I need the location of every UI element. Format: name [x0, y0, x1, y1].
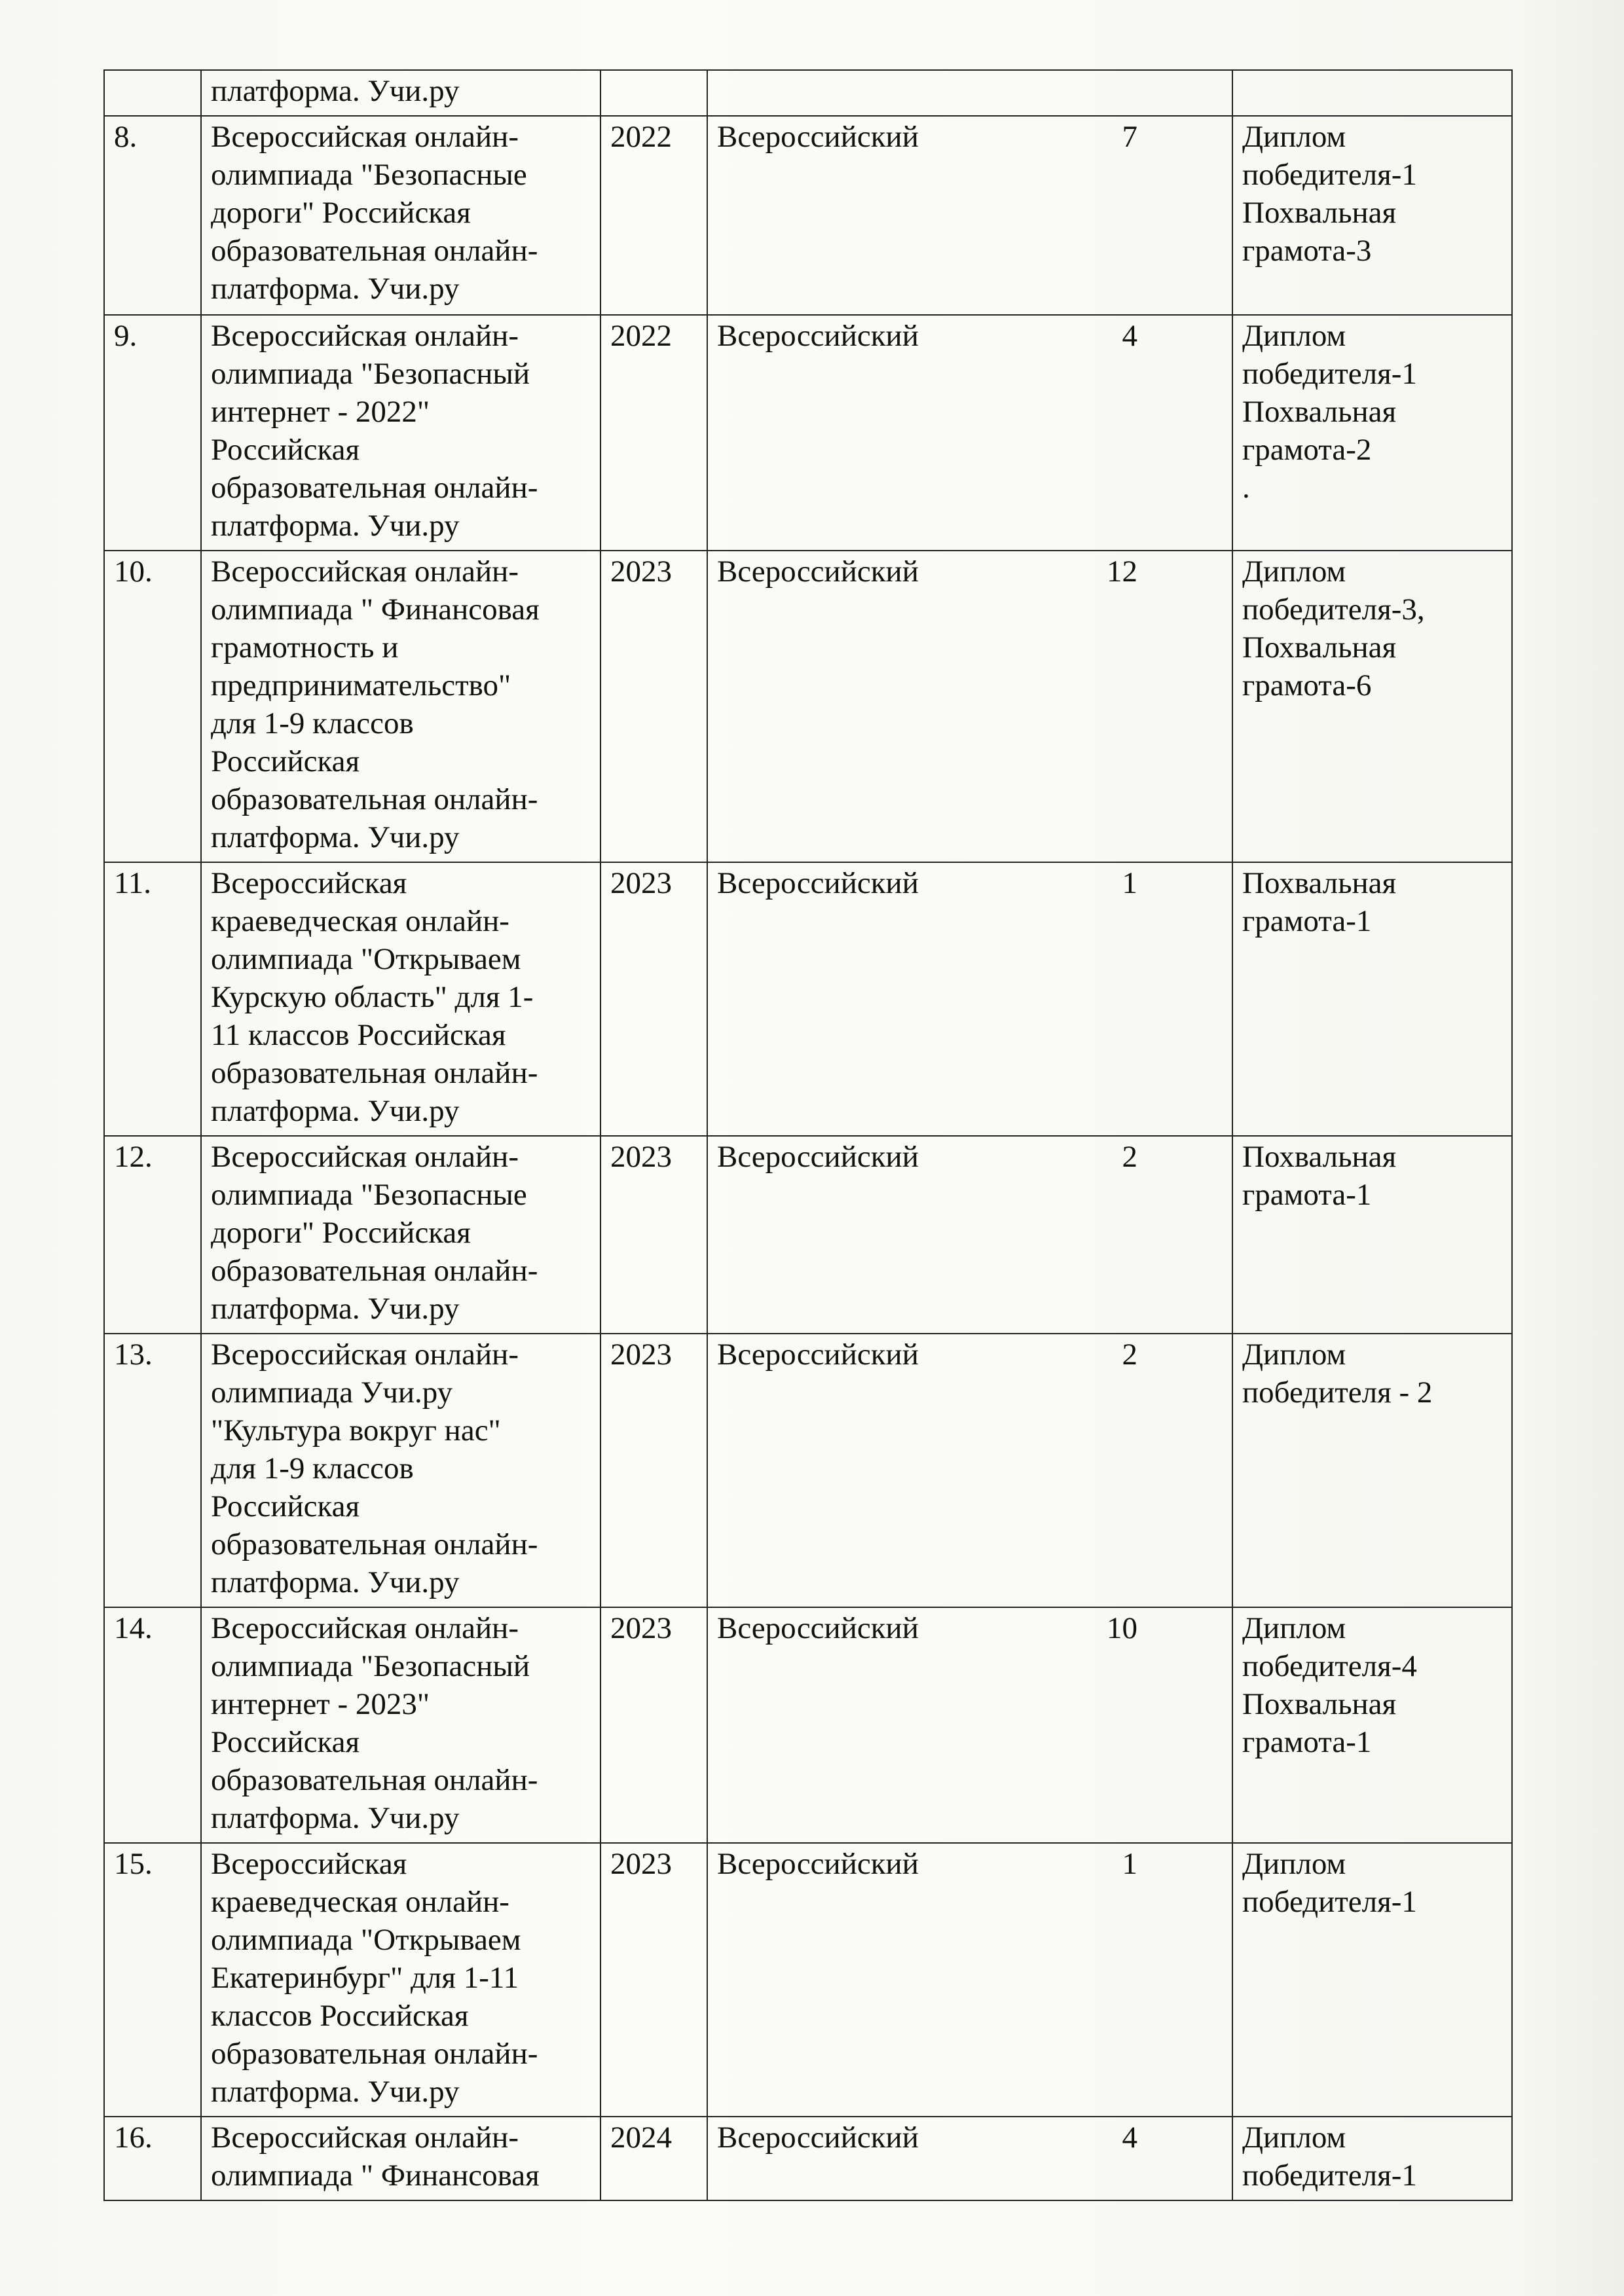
olympiad-name: Всероссийская онлайн- олимпиада "Безопасный интернет - 2022" Российская образовательная онлайн- платформа. Учи.ру [201, 315, 600, 551]
table-row [104, 315, 1512, 551]
olympiad-name: платформа. Учи.ру [201, 70, 600, 116]
olympiad-name: Всероссийская краеведческая онлайн- олимпиада "Открываем Курскую область" для 1- 11 классов Российская образовательная онлайн- платформа. Учи.ру [201, 862, 600, 1136]
table-row [104, 1607, 1512, 1843]
row-level [707, 315, 1232, 551]
row-level-text: Всероссийский [717, 866, 919, 900]
row-year [600, 70, 707, 116]
row-year: 2023 [600, 862, 707, 1136]
row-level [707, 70, 1232, 116]
row-year: 2023 [600, 1136, 707, 1334]
olympiad-name: Всероссийская онлайн- олимпиада "Безопасный интернет - 2023" Российская образовательная онлайн- платформа. Учи.ру [201, 1607, 600, 1843]
olympiad-name: Всероссийская краеведческая онлайн- олимпиада "Открываем Екатеринбург" для 1-11 классов Российская образовательная онлайн- платформа. Учи.ру [201, 1843, 600, 2117]
row-result: Диплом победителя-1 [1232, 1843, 1512, 2117]
row-participant-count: 7 [1122, 120, 1137, 154]
row-result: Похвальная грамота-1 [1232, 1136, 1512, 1334]
row-result: Диплом победителя-1 Похвальная грамота-2 . [1232, 315, 1512, 551]
row-level [707, 116, 1232, 315]
table-row [104, 551, 1512, 862]
olympiad-name: Всероссийская онлайн- олимпиада Учи.ру "Культура вокруг нас" для 1-9 классов Российская образовательная онлайн- платформа. Учи.ру [201, 1334, 600, 1607]
row-level [707, 1136, 1232, 1334]
row-year: 2023 [600, 551, 707, 862]
row-number: 11. [104, 862, 201, 1136]
row-level-text: Всероссийский [717, 555, 919, 589]
results-table [103, 69, 1513, 2201]
table-row [104, 1843, 1512, 2117]
row-level-text: Всероссийский [717, 319, 919, 353]
row-year: 2024 [600, 2117, 707, 2200]
row-level-text: Всероссийский [717, 1611, 919, 1645]
row-participant-count: 1 [1122, 1847, 1137, 1881]
row-result: Диплом победителя-4 Похвальная грамота-1 [1232, 1607, 1512, 1843]
row-result: Диплом победителя - 2 [1232, 1334, 1512, 1607]
row-level [707, 1607, 1232, 1843]
row-result: Диплом победителя-1 [1232, 2117, 1512, 2200]
row-level [707, 551, 1232, 862]
table-row [104, 1136, 1512, 1334]
table-row [104, 862, 1512, 1136]
olympiad-name: Всероссийская онлайн- олимпиада "Безопасные дороги" Российская образовательная онлайн- платформа. Учи.ру [201, 116, 600, 315]
row-number: 15. [104, 1843, 201, 2117]
row-number: 9. [104, 315, 201, 551]
row-participant-count: 4 [1122, 2121, 1137, 2155]
row-number: 8. [104, 116, 201, 315]
table-row [104, 1334, 1512, 1607]
scan-edge-shadow [1519, 0, 1624, 2296]
row-result [1232, 70, 1512, 116]
row-level [707, 1334, 1232, 1607]
row-result: Диплом победителя-3, Похвальная грамота-6 [1232, 551, 1512, 862]
table-row [104, 116, 1512, 315]
row-year: 2022 [600, 116, 707, 315]
row-level-text: Всероссийский [717, 1847, 919, 1881]
row-number: 13. [104, 1334, 201, 1607]
row-number: 16. [104, 2117, 201, 2200]
row-level [707, 1843, 1232, 2117]
row-year: 2022 [600, 315, 707, 551]
row-level-text: Всероссийский [717, 1338, 919, 1372]
row-result: Похвальная грамота-1 [1232, 862, 1512, 1136]
table-row [104, 2117, 1512, 2200]
row-participant-count: 10 [1107, 1611, 1137, 1645]
olympiad-name: Всероссийская онлайн- олимпиада " Финансовая грамотность и предпринимательство" для 1-9 классов Российская образовательная онлайн- платформа. Учи.ру [201, 551, 600, 862]
row-level-text: Всероссийский [717, 120, 919, 154]
row-level-text: Всероссийский [717, 2121, 919, 2155]
row-number: 10. [104, 551, 201, 862]
row-year: 2023 [600, 1843, 707, 2117]
results-table-body [104, 70, 1512, 2200]
row-participant-count: 4 [1122, 319, 1137, 353]
row-number: 12. [104, 1136, 201, 1334]
olympiad-name: Всероссийская онлайн- олимпиада "Безопасные дороги" Российская образовательная онлайн- платформа. Учи.ру [201, 1136, 600, 1334]
row-number [104, 70, 201, 116]
row-participant-count: 12 [1107, 555, 1137, 589]
row-year: 2023 [600, 1334, 707, 1607]
row-level-text: Всероссийский [717, 1140, 919, 1174]
olympiad-name: Всероссийская онлайн- олимпиада " Финансовая [201, 2117, 600, 2200]
table-row [104, 70, 1512, 116]
row-number: 14. [104, 1607, 201, 1843]
row-level [707, 862, 1232, 1136]
row-participant-count: 1 [1122, 866, 1137, 900]
row-participant-count: 2 [1122, 1140, 1137, 1174]
row-year: 2023 [600, 1607, 707, 1843]
row-level [707, 2117, 1232, 2200]
row-result: Диплом победителя-1 Похвальная грамота-3 [1232, 116, 1512, 315]
row-participant-count: 2 [1122, 1338, 1137, 1372]
